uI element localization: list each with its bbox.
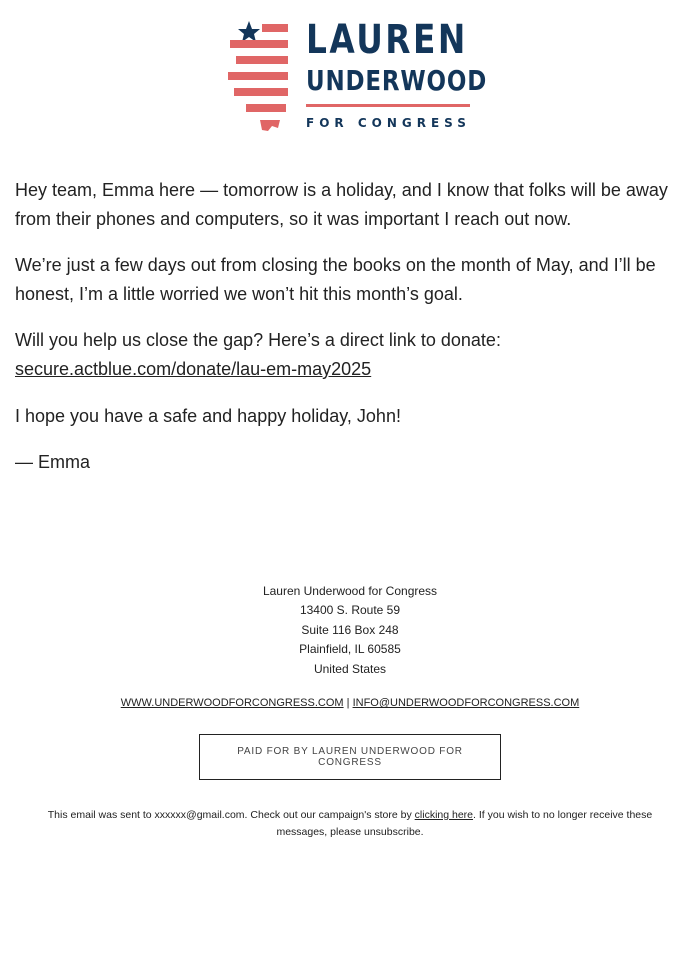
footer-links (0, 697, 700, 709)
paragraph-holiday: I hope you have a safe and happy holiday, John! (15, 405, 401, 426)
address-line: Suite 116 Box 248 (301, 622, 399, 637)
paragraph-goal: We’re just a few days out from closing the books on the month of May, and I’ll be honest, I’m a little worried we won’t hit this month’s goal. (15, 255, 656, 304)
address-line: 13400 S. Route 59 (299, 603, 401, 618)
website-link[interactable]: WWW.UNDERWOODFORCONGRESS.COM (120, 697, 344, 710)
campaign-logo (228, 17, 488, 134)
paid-for-disclaimer: PAID FOR BY LAUREN UNDERWOOD FOR CONGRESS (199, 734, 501, 780)
paragraph-intro: Hey team, Emma here — tomorrow is a holiday, and I know that folks will be away from their phones and computers, so it was important I reach out now. (15, 180, 668, 229)
fine-print-text-end: . If you wish to no longer receive these messages, please unsubscribe. (276, 809, 653, 839)
illinois-flag-icon (228, 18, 298, 134)
ask-text: Will you help us close the gap? Here’s a direct link to donate: (15, 330, 501, 351)
logo-divider (306, 104, 470, 107)
mailing-address (0, 582, 700, 679)
address-line: Plainfield, IL 60585 (299, 642, 401, 657)
address-line: United States (313, 661, 387, 676)
signoff: — Emma (15, 452, 91, 473)
address-line: Lauren Underwood for Congress (262, 584, 438, 598)
email-footer (0, 582, 700, 841)
email-link[interactable]: INFO@UNDERWOODFORCONGRESS.COM (352, 697, 580, 710)
fine-print (25, 807, 675, 841)
link-separator: | (346, 697, 350, 710)
logo-name-first: LAUREN (306, 17, 468, 63)
paragraph-ask (15, 326, 685, 383)
logo-tagline: FOR CONGRESS (306, 116, 471, 130)
logo-name-last: UNDERWOOD (306, 64, 488, 97)
store-link[interactable]: clicking here (414, 809, 474, 822)
donate-link[interactable]: secure.actblue.com/donate/lau-em-may2025 (15, 358, 372, 379)
email-body (15, 176, 685, 495)
fine-print-text: This email was sent to xxxxxx@gmail.com. Check out our campaign's store by (47, 809, 415, 822)
